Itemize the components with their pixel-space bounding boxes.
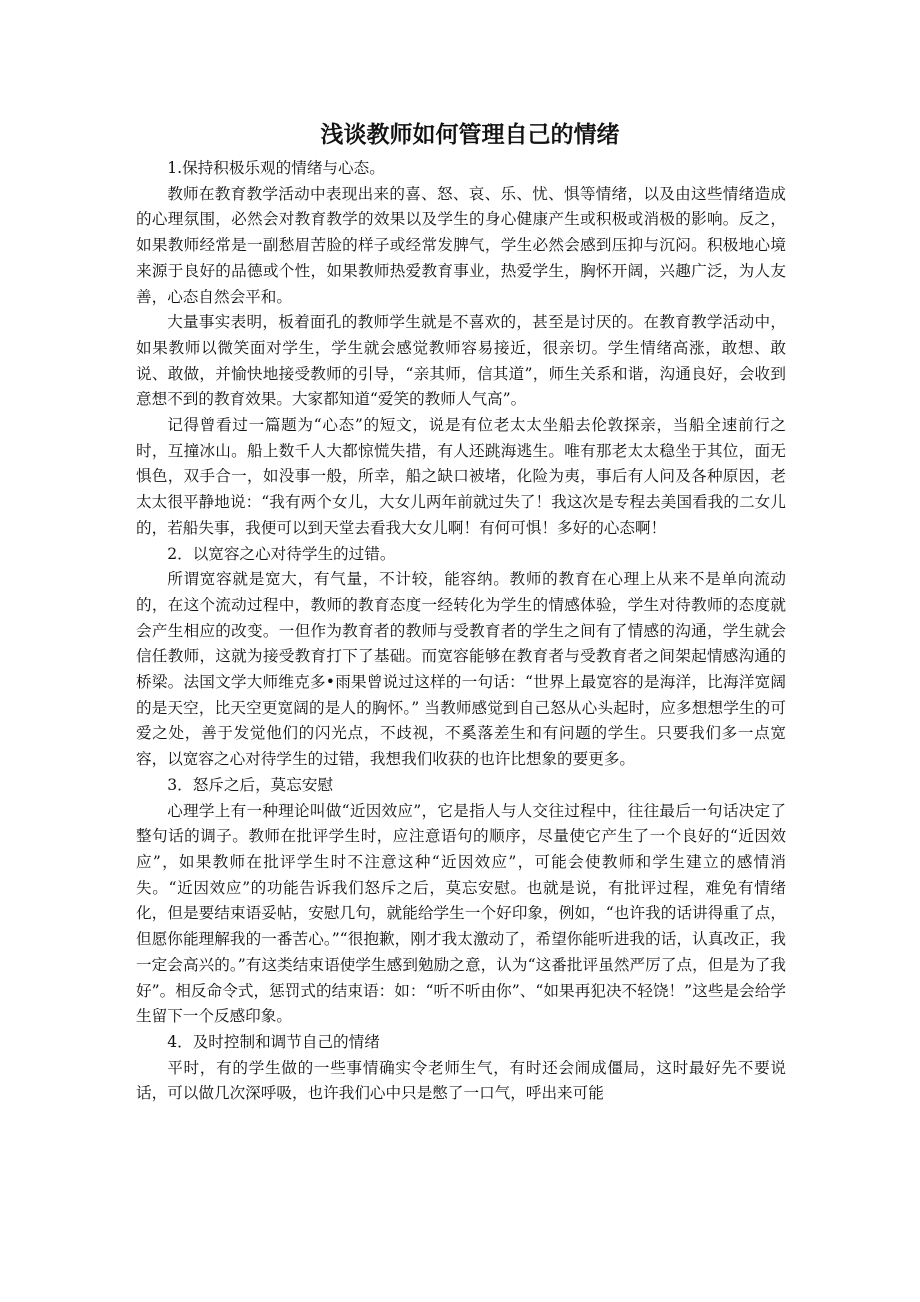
section-heading-2: 2．以宽容之心对待学生的过错。 bbox=[167, 544, 396, 563]
paragraph: 平时，有的学生做的一些事情确实令老师生气，有时还会闹成僵局，这时最好先不要说话，可以做几次深呼吸，也许我们心中只是憋了一口气，呼出来可能 bbox=[136, 1058, 786, 1103]
document-page bbox=[136, 118, 786, 1107]
paragraph: 记得曾看过一篇题为“心态”的短文，说是有位老太太坐船去伦敦探亲，当船全速前行之时，互撞冰山。船上数千人大都惊慌失措，有人还跳海逃生。唯有那老太太稳坐于其位，面无惧色，双手合一，如没事一般，所幸，船之缺口被堵，化险为夷，事后有人问及各种原因，老太太很平静地说：“我有两个女儿，大女儿两年前就过失了！我这次是专程去美国看我的二女儿的，若船失事，我便可以到天堂去看我大女儿啊！有何可惧！多好的心态啊！ bbox=[136, 416, 786, 537]
section-heading-4: 4．及时控制和调节自己的情绪 bbox=[167, 1032, 380, 1051]
paragraph: 大量事实表明，板着面孔的教师学生就是不喜欢的，甚至是讨厌的。在教育教学活动中，如果教师以微笑面对学生，学生就会感觉教师容易接近，很亲切。学生情绪高涨，敢想、敢说、敢做，并愉快地接受教师的引导，“亲其师，信其道”，师生关系和谐，沟通良好，会收到意想不到的教育效果。大家都知道“爱笑的教师人气高”。 bbox=[136, 313, 786, 409]
section-heading-3: 3．怒斥之后，莫忘安慰 bbox=[167, 775, 334, 794]
paragraph: 教师在教育教学活动中表现出来的喜、怒、哀、乐、忧、惧等情绪，以及由这些情绪造成的心理氛围，必然会对教育教学的效果以及学生的身心健康产生或积极或消极的影响。反之，如果教师经常是一副愁眉苦脸的样子或经常发脾气，学生必然会感到压抑与沉闷。积极地心境来源于良好的品德或个性，如果教师热爱教育事业，热爱学生，胸怀开阔，兴趣广泛，为人友善，心态自然会平和。 bbox=[136, 184, 786, 306]
section-heading-1: 1.保持积极乐观的情绪与心态。 bbox=[167, 159, 385, 177]
paragraph: 所谓宽容就是宽大，有气量，不计较，能容纳。教师的教育在心理上从来不是单向流动的，在这个流动过程中，教师的教育态度一经转化为学生的情感体验，学生对待教师的态度就会产生相应的改变。一但作为教育者的教师与受教育者的学生之间有了情感的沟通，学生就会信任教师，这就为接受教育打下了基础。而宽容能够在教育者与受教育者之间架起情感沟通的桥梁。法国文学大师维克多•雨果曾说过这样的一句话：“世界上最宽容的是海洋，比海洋宽阔的是天空，比天空更宽阔的是人的胸怀。” 当教师感觉到自己怒从心头起时，应多想想学生的可爱之处，善于发觉他们的闪光点，不歧视，不奚落差生和有问题的学生。只要我们多一点宽容，以宽容之心对待学生的过错，我想我们收获的也许比想象的要更多。 bbox=[136, 570, 786, 769]
document-title: 浅谈教师如何管理自己的情绪 bbox=[320, 122, 620, 148]
paragraph: 心理学上有一种理论叫做“近因效应”，它是指人与人交往过程中，往往最后一句话决定了整句话的调子。教师在批评学生时，应注意语句的顺序，尽量使它产生了一个良好的“近因效应”，如果教师在批评学生时不注意这种“近因效应”，可能会使教师和学生建立的感情消失。“近因效应”的功能告诉我们怒斥之后，莫忘安慰。也就是说，有批评过程，难免有情绪化，但是要结束语妥帖，安慰几句，就能给学生一个好印象，例如，“也许我的话讲得重了点，但愿你能理解我的一番苦心。”“很抱歉，刚才我太激动了，希望你能听进我的话，认真改正，我一定会高兴的。”有这类结束语使学生感到勉励之意，认为“这番批评虽然严厉了点，但是为了我好”。相反命令式，惩罚式的结束语：如：“听不听由你”、“如果再犯决不轻饶！”这些是会给学生留下一个反感印象。 bbox=[136, 801, 786, 1026]
